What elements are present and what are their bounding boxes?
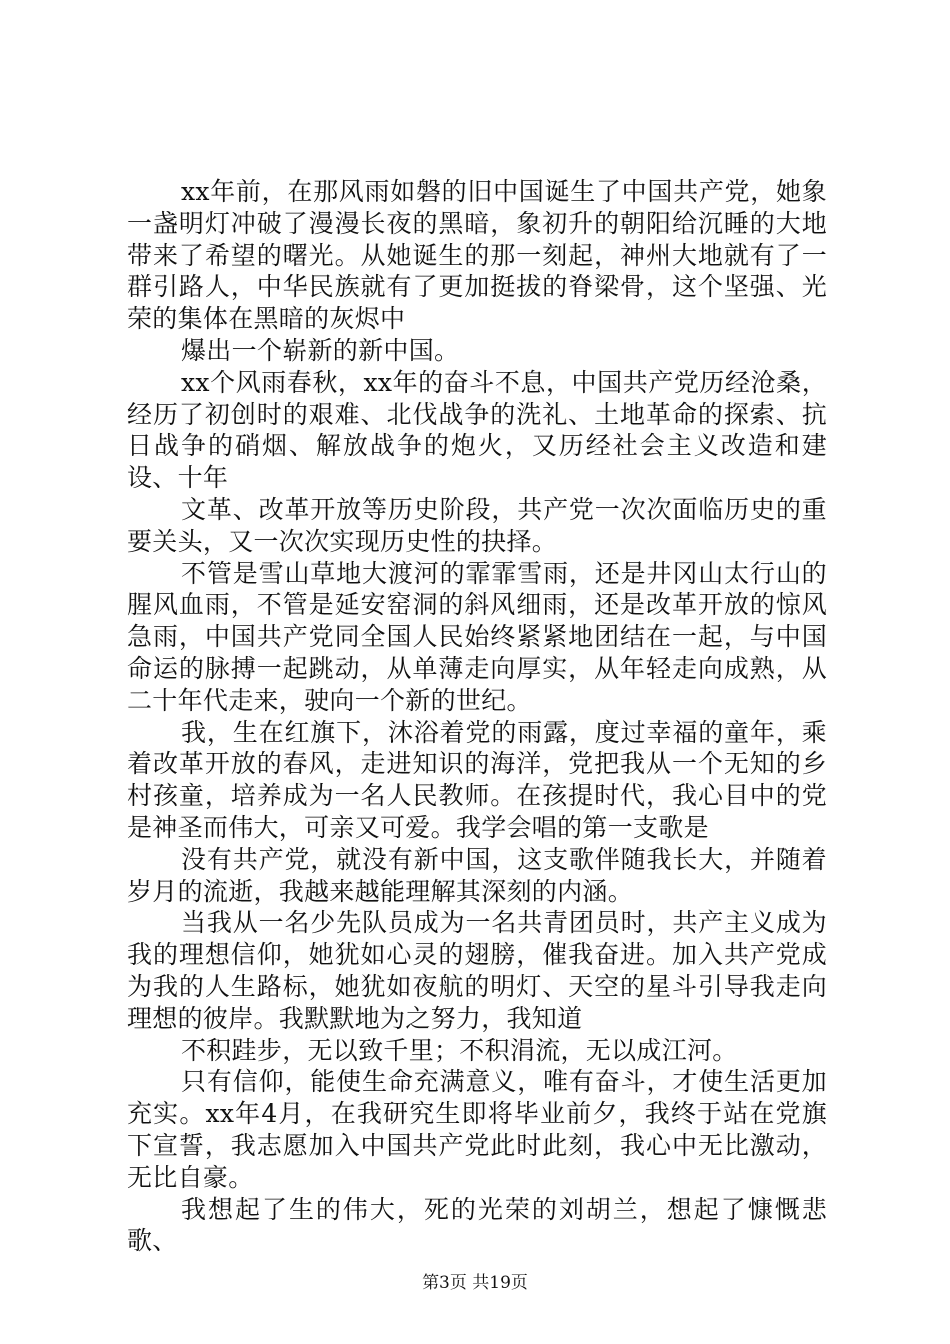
paragraph-2: 爆出一个崭新的新中国。 <box>181 335 460 365</box>
paragraph-6: 我，生在红旗下，沐浴着党的雨露，度过幸福的童年，乘着改革开放的春风，走进知识的海洋，党把我从一个无知的乡村孩童，培养成为一名人民教师。在孩提时代，我心目中的党是神圣而伟大，可亲又可爱。我学会唱的第一支歌是 <box>127 717 827 842</box>
paragraph-4: 文革、改革开放等历史阶段，共产党一次次面临历史的重要关头，又一次次实现历史性的抉择。 <box>127 494 827 556</box>
document-body <box>127 176 827 1257</box>
page-footer <box>0 1272 950 1294</box>
paragraph-7: 没有共产党，就没有新中国，这支歌伴随我长大，并随着岁月的流逝，我越来越能理解其深刻的内涵。 <box>127 844 827 906</box>
paragraph-9: 不积跬步，无以致千里；不积涓流，无以成江河。 <box>181 1035 738 1065</box>
paragraph-5: 不管是雪山草地大渡河的霏霏雪雨，还是井冈山太行山的腥风血雨，不管是延安窑洞的斜风细雨，还是改革开放的惊风急雨，中国共产党同全国人民始终紧紧地团结在一起，与中国命运的脉搏一起跳动，从单薄走向厚实，从年轻走向成熟，从二十年代走来，驶向一个新的世纪。 <box>127 558 827 715</box>
paragraph-11: 我想起了生的伟大，死的光荣的刘胡兰，想起了慷慨悲歌、 <box>127 1194 827 1256</box>
paragraph-3: xx个风雨春秋，xx年的奋斗不息，中国共产党历经沧桑，经历了初创时的艰难、北伐战争的洗礼、土地革命的探索、抗日战争的硝烟、解放战争的炮火，又历经社会主义改造和建设、十年 <box>127 367 827 493</box>
paragraph-8: 当我从一名少先队员成为一名共青团员时，共产主义成为我的理想信仰，她犹如心灵的翅膀，催我奋进。加入共产党成为我的人生路标，她犹如夜航的明灯、天空的星斗引导我走向理想的彼岸。我默默地为之努力，我知道 <box>127 908 827 1033</box>
paragraph-1: xx年前，在那风雨如磐的旧中国诞生了中国共产党，她象一盏明灯冲破了漫漫长夜的黑暗，象初升的朝阳给沉睡的大地带来了希望的曙光。从她诞生的那一刻起，神州大地就有了一群引路人，中华民族就有了更加挺拔的脊梁骨，这个坚强、光荣的集体在黑暗的灰烬中 <box>127 177 827 334</box>
paragraph-10: 只有信仰，能使生命充满意义，唯有奋斗，才使生活更加充实。xx年4月，在我研究生即将毕业前夕，我终于站在党旗下宣誓，我志愿加入中国共产党此时此刻，我心中无比激动，无比自豪。 <box>127 1067 827 1192</box>
page-number-label: 第3页 共19页 <box>422 1273 528 1293</box>
